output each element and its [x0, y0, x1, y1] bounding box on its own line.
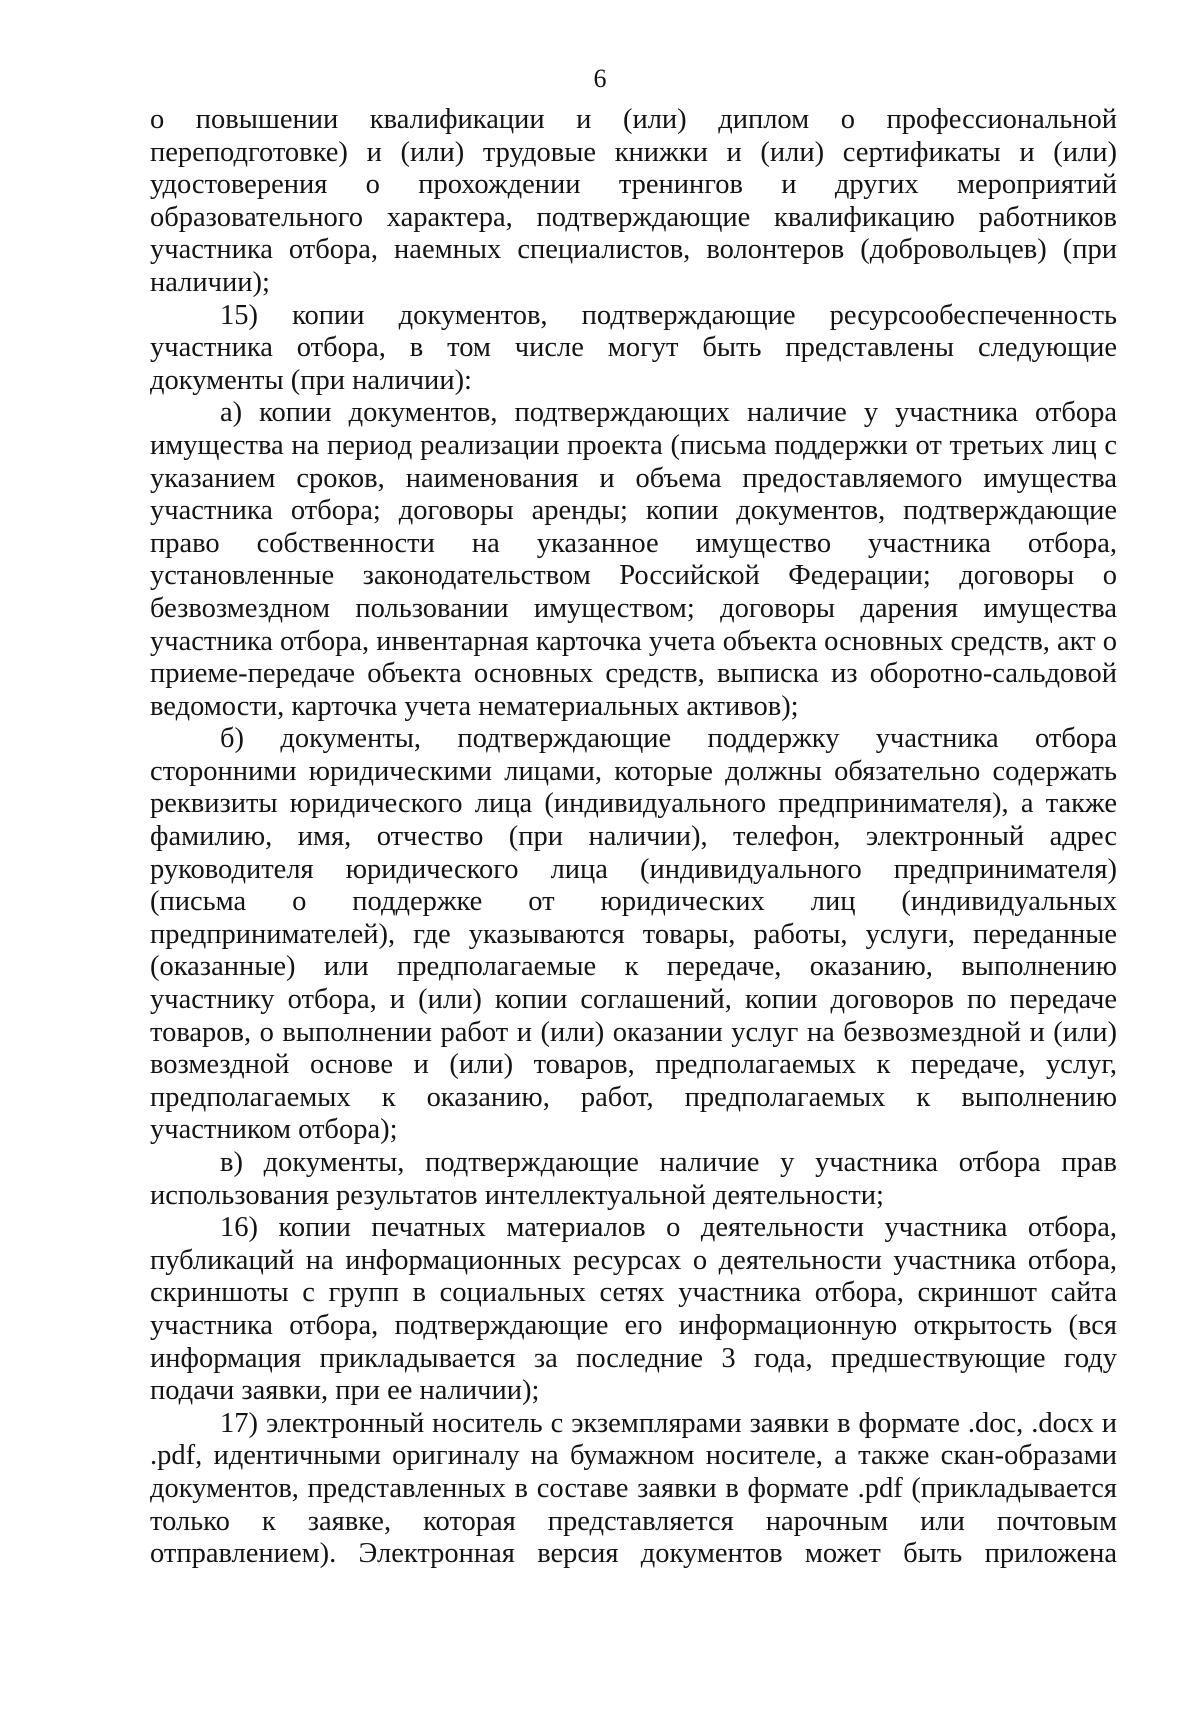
paragraph-item-17: 17) электронный носитель с экземплярами заявки в формате .doc, .docx и .pdf, идентичными оригиналу на бумажном носителе, а также скан-образами документов, представленных в составе заявки в формате .pdf (прикладывается только к заявке, которая представляется нарочным или почтовым отправлением). Электронная версия документов может быть приложена [150, 1407, 1117, 1570]
paragraph-item-15b: б) документы, подтверждающие поддержку участника отбора сторонними юридическими лицами, которые должны обязательно содержать реквизиты юридического лица (индивидуального предпринимателя), а также фамилию, имя, отчество (при наличии), телефон, электронный адрес руководителя юридического лица (индивидуального предпринимателя) (письма о поддержке от юридических лиц (индивидуальных предпринимателей), где указываются товары, работы, услуги, переданные (оказанные) или предполагаемые к передаче, оказанию, выполнению участнику отбора, и (или) копии соглашений, копии договоров по передаче товаров, о выполнении работ и (или) оказании услуг на безвозмездной и (или) возмездной основе и (или) товаров, предполагаемых к передаче, услуг, предполагаемых к оказанию, работ, предполагаемых к выполнению участником отбора); [150, 723, 1117, 1146]
paragraph-item-15: 15) копии документов, подтверждающие ресурсообеспеченность участника отбора, в том числе могут быть представлены следующие документы (при наличии): [150, 299, 1117, 396]
paragraph-continuation: о повышении квалификации и (или) диплом о профессиональной переподготовке) и (или) трудовые книжки и (или) сертификаты и (или) удостоверения о прохождении тренингов и других мероприятий образовательного характера, подтверждающие квалификацию работников участника отбора, наемных специалистов, волонтеров (добровольцев) (при наличии); [150, 104, 1117, 298]
document-body [150, 104, 1117, 1571]
paragraph-item-16: 16) копии печатных материалов о деятельности участника отбора, публикаций на информационных ресурсах о деятельности участника отбора, скриншоты с групп в социальных сетях участника отбора, скриншот сайта участника отбора, подтверждающие его информационную открытость (вся информация прикладывается за последние 3 года, предшествующие году подачи заявки, при ее наличии); [150, 1212, 1117, 1407]
page-number: 6 [593, 64, 607, 93]
paragraph-item-15v: в) документы, подтверждающие наличие у участника отбора прав использования результатов интеллектуальной деятельности; [150, 1147, 1117, 1211]
paragraph-item-15a: а) копии документов, подтверждающих наличие у участника отбора имущества на период реализации проекта (письма поддержки от третьих лиц с указанием сроков, наименования и объема предоставляемого имущества участника отбора; договоры аренды; копии документов, подтверждающие право собственности на указанное имущество участника отбора, установленные законодательством Российской Федерации; договоры о безвозмездном пользовании имуществом; договоры дарения имущества участника отбора, инвентарная карточка учета объекта основных средств, акт о приеме-передаче объекта основных средств, выписка из оборотно-сальдовой ведомости, карточка учета нематериальных активов); [150, 397, 1117, 722]
